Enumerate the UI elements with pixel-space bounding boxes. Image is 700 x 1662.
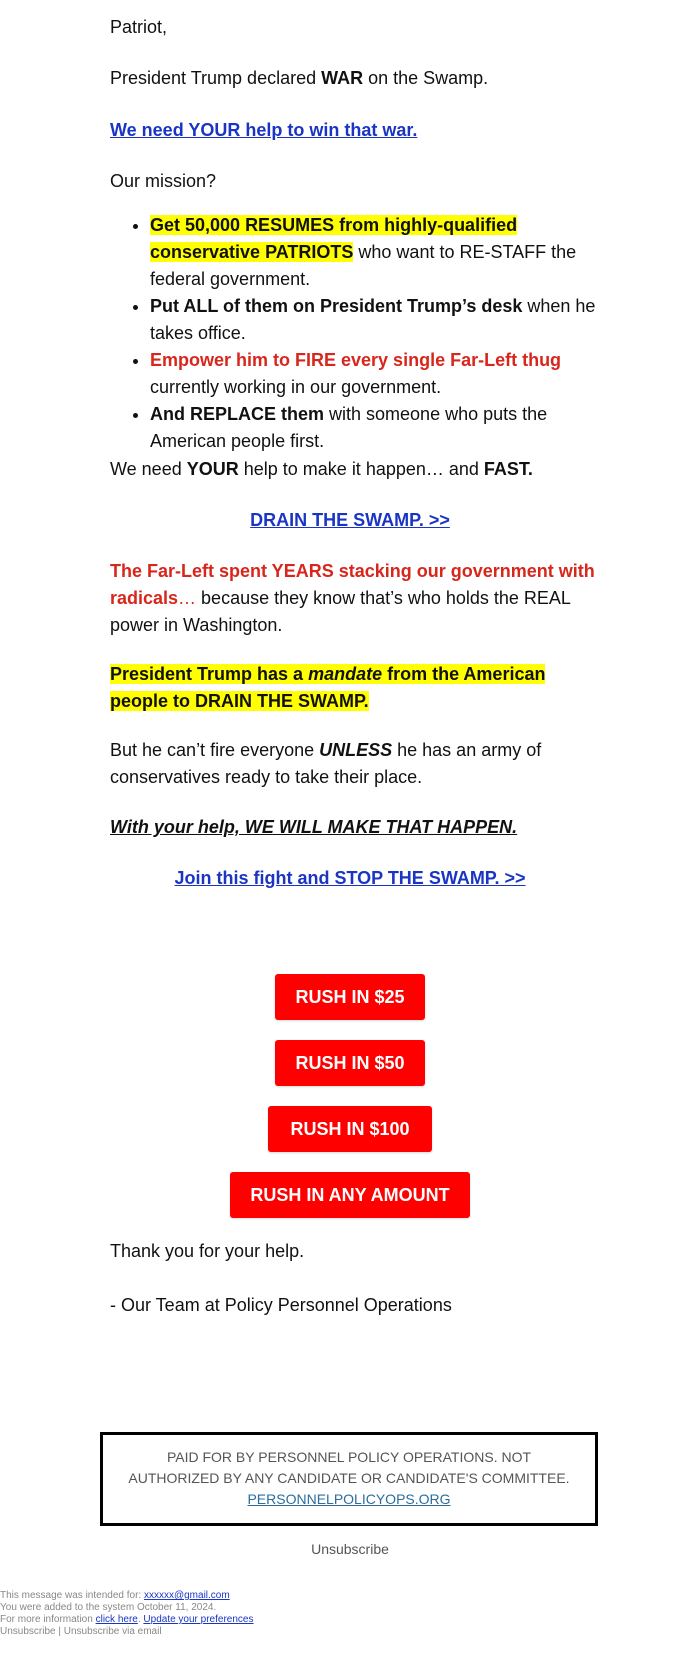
list-item: • Put ALL of them on President Trump’s desk when he takes office. [150, 293, 596, 347]
list-item: • And REPLACE them with someone who puts the American people first. [150, 401, 596, 455]
disclaimer-box [100, 1432, 598, 1526]
disclaimer-text: PAID FOR BY PERSONNEL POLICY OPERATIONS. NOT AUTHORIZED BY ANY CANDIDATE OR CANDIDATE'S COMMITTEE. [128, 1449, 570, 1486]
mission-list [110, 212, 596, 455]
thank-you-text: Thank you for your help. [110, 1241, 305, 1261]
unsubscribe-link[interactable]: Unsubscribe [311, 1541, 389, 1557]
click-here-link[interactable]: click here [95, 1614, 138, 1625]
greeting: Patriot, [110, 17, 168, 37]
stop-swamp-link[interactable]: Join this fight and STOP THE SWAMP. >> [174, 868, 526, 888]
donate-50-button[interactable]: RUSH IN $50 [275, 1040, 425, 1086]
signoff-text: - Our Team at Policy Personnel Operations [110, 1295, 452, 1315]
website-link[interactable]: PERSONNELPOLICYOPS.ORG [247, 1491, 451, 1507]
email-meta: This message was intended for: xxxxxx@gmail.com You were added to the system October 11, 2024. For more information click here. Update your preferences Unsubscribe | Unsubscribe via email [0, 1590, 254, 1637]
far-left-paragraph: The Far-Left spent YEARS stacking our government with radicals… because they know that’s who holds the REAL power in Washington. [110, 561, 595, 635]
list-item: • Empower him to FIRE every single Far-Left thug currently working in our government. [150, 347, 596, 401]
list-item: • Get 50,000 RESUMES from highly-qualified conservative PATRIOTS who want to RE-STAFF the federal government. [150, 212, 596, 293]
make-it-happen-callout: With your help, WE WILL MAKE THAT HAPPEN. [110, 817, 518, 837]
donate-25-button[interactable]: RUSH IN $25 [275, 974, 425, 1020]
update-preferences-link[interactable]: Update your preferences [143, 1614, 254, 1625]
help-win-war-link[interactable]: We need YOUR help to win that war. [110, 120, 418, 140]
make-it-happen-paragraph: We need YOUR help to make it happen… and FAST. [110, 459, 533, 479]
donate-any-amount-button[interactable]: RUSH IN ANY AMOUNT [230, 1172, 470, 1218]
unless-paragraph: But he can’t fire everyone UNLESS he has an army of conservatives ready to take their place. [110, 740, 542, 787]
drain-swamp-link[interactable]: DRAIN THE SWAMP. >> [250, 510, 450, 530]
donate-100-button[interactable]: RUSH IN $100 [268, 1106, 432, 1152]
recipient-email-link[interactable]: xxxxxx@gmail.com [143, 1590, 230, 1601]
mission-question: Our mission? [110, 171, 217, 191]
meta-unsubscribe-links[interactable]: Unsubscribe | Unsubscribe via email [0, 1626, 162, 1637]
intro-paragraph: President Trump declared WAR on the Swamp. [110, 68, 489, 88]
mandate-paragraph: President Trump has a mandate from the American people to DRAIN THE SWAMP. [110, 664, 546, 711]
